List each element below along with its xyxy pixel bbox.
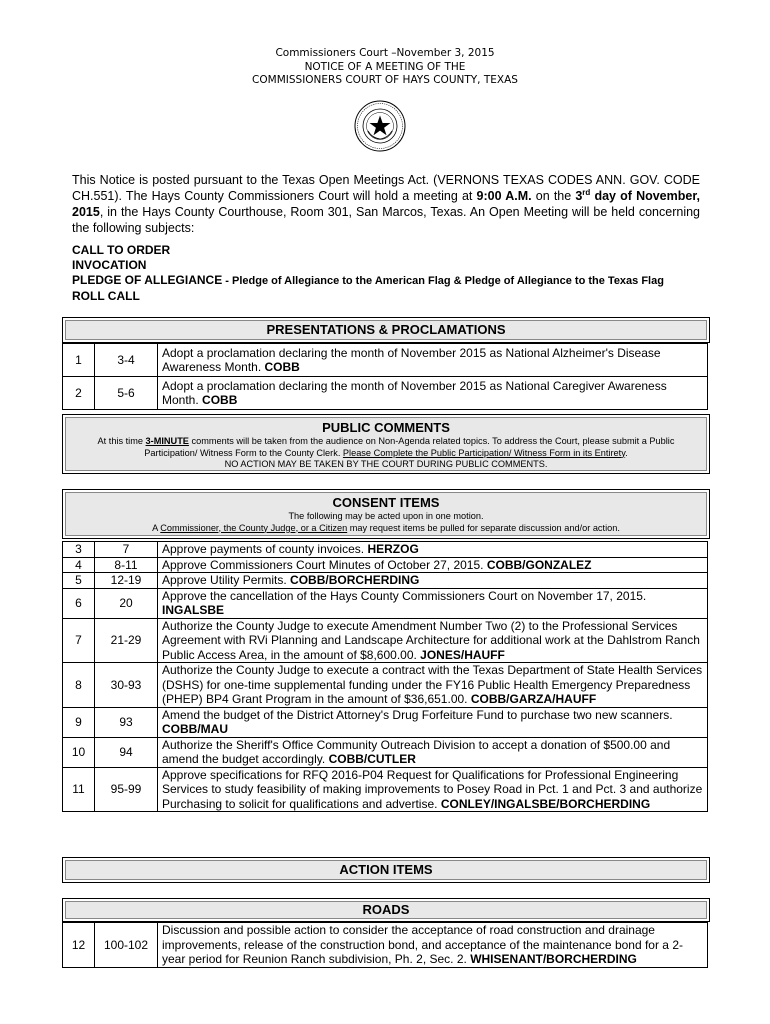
table-row bbox=[63, 588, 708, 618]
item-description: Approve specifications for RFQ 2016-P04 Request for Qualifications for Professional Engineering Services to study feasibility of making improvements to Posey Road in Pct. 1 and Pct. 3 and authorize Purchasing to solicit for qualifications and advertise. CONLEY/INGALSBE/BORCHERDING bbox=[158, 767, 708, 812]
item-pages: 20 bbox=[95, 588, 158, 618]
table-row bbox=[63, 377, 708, 410]
public-comments-box bbox=[62, 414, 710, 474]
table-row bbox=[63, 767, 708, 812]
item-pages: 95-99 bbox=[95, 767, 158, 812]
notice-text-2: on the bbox=[531, 189, 576, 203]
public-comments-note: At this time 3-MINUTE comments will be taken from the audience on Non-Agenda related topics. To address the Court, please submit a Public Participation/ Witness Form to the County Clerk. Please Complete the Public Participation/ Witness Form in its Entirety. NO ACTION MAY BE TAKEN BY THE COURT DURING PUBLIC COMMENTS. bbox=[97, 436, 675, 469]
item-description: Amend the budget of the District Attorney's Drug Forfeiture Fund to purchase two new scanners. COBB/MAU bbox=[158, 707, 708, 737]
item-description: Authorize the County Judge to execute Amendment Number Two (2) to the Professional Services Agreement with RVi Planning and Landscape Architecture for additional work at the Dahlstrom Ranch Public Access Area, in the amount of $8,600.00. JONES/HAUFF bbox=[158, 618, 708, 663]
presentations-table bbox=[62, 343, 708, 410]
item-description: Adopt a proclamation declaring the month of November 2015 as National Caregiver Awareness Month. COBB bbox=[158, 377, 708, 410]
item-description: Discussion and possible action to consider the acceptance of road construction and drainage improvements, release of the construction bond, and acceptance of the maintenance bond for a 2-year period for Reunion Ranch subdivision, Ph. 2, Sec. 2. WHISENANT/BORCHERDING bbox=[158, 923, 708, 968]
item-pages: 100-102 bbox=[95, 923, 158, 968]
item-pages: 30-93 bbox=[95, 663, 158, 708]
table-row bbox=[63, 573, 708, 589]
item-pages: 8-11 bbox=[95, 557, 158, 573]
consent-items-table bbox=[62, 541, 708, 812]
item-sponsor: COBB/GONZALEZ bbox=[486, 557, 592, 572]
item-pages: 3-4 bbox=[95, 344, 158, 377]
pledge-of-allegiance: PLEDGE OF ALLEGIANCE - Pledge of Allegiance to the American Flag & Pledge of Allegiance to the Texas Flag bbox=[72, 273, 664, 287]
item-number: 1 bbox=[63, 344, 95, 377]
item-sponsor: COBB/GARZA/HAUFF bbox=[470, 692, 597, 706]
item-description: Authorize the County Judge to execute a contract with the Texas Department of State Health Services (DSHS) for one-time supplemental funding under the FY16 Public Health Emergency Preparedness (PHEP) BP4 Grant Program in the amount of $36,651.00. COBB/GARZA/HAUFF bbox=[158, 663, 708, 708]
notice-text-3: , in the Hays County Courthouse, Room 301, San Marcos, Texas. An Open Meeting will be held concerning the following subjects: bbox=[72, 205, 700, 235]
item-number: 10 bbox=[63, 737, 95, 767]
header-line-2: NOTICE OF A MEETING OF THE bbox=[304, 60, 466, 73]
item-description: Adopt a proclamation declaring the month of November 2015 as National Alzheimer's Disease Awareness Month. COBB bbox=[158, 344, 708, 377]
table-row bbox=[63, 557, 708, 573]
item-sponsor: COBB bbox=[264, 360, 300, 374]
roll-call: ROLL CALL bbox=[72, 289, 140, 303]
item-pages: 5-6 bbox=[95, 377, 158, 410]
item-description: Approve Commissioners Court Minutes of October 27, 2015. COBB/GONZALEZ bbox=[158, 557, 708, 573]
section-title: CONSENT ITEMS bbox=[332, 495, 440, 510]
opening-agenda bbox=[72, 243, 664, 304]
table-row bbox=[63, 707, 708, 737]
item-sponsor: COBB/MAU bbox=[162, 722, 228, 736]
item-sponsor: COBB/CUTLER bbox=[328, 752, 416, 766]
item-description: Authorize the Sheriff's Office Community Outreach Division to accept a donation of $500.00 and amend the budget accordingly. COBB/CUTLER bbox=[158, 737, 708, 767]
pledge-description: - Pledge of Allegiance to the American Flag & Pledge of Allegiance to the Texas Flag bbox=[222, 275, 664, 287]
item-number: 9 bbox=[63, 707, 95, 737]
section-title: ROADS bbox=[362, 902, 410, 917]
item-sponsor: HERZOG bbox=[367, 542, 419, 556]
item-number: 7 bbox=[63, 618, 95, 663]
item-number: 12 bbox=[63, 923, 95, 968]
item-sponsor: COBB bbox=[202, 393, 238, 407]
no-action-note: NO ACTION MAY BE TAKEN BY THE COURT DURING PUBLIC COMMENTS. bbox=[224, 459, 548, 469]
item-number: 8 bbox=[63, 663, 95, 708]
item-number: 6 bbox=[63, 588, 95, 618]
item-description: Approve payments of county invoices. HERZOG bbox=[158, 542, 708, 558]
item-pages: 93 bbox=[95, 707, 158, 737]
meeting-month: day of November, 2015 bbox=[72, 189, 700, 219]
roads-table bbox=[62, 922, 708, 968]
item-pages: 94 bbox=[95, 737, 158, 767]
table-row bbox=[63, 542, 708, 558]
invocation: INVOCATION bbox=[72, 258, 147, 272]
section-title: PUBLIC COMMENTS bbox=[322, 420, 450, 435]
table-row bbox=[63, 923, 708, 968]
item-pages: 21-29 bbox=[95, 618, 158, 663]
meeting-time: 9:00 A.M. bbox=[476, 189, 532, 203]
item-pages: 12-19 bbox=[95, 573, 158, 589]
meeting-day: 3 bbox=[575, 189, 583, 203]
item-number: 2 bbox=[63, 377, 95, 410]
action-items-header bbox=[62, 857, 710, 883]
item-pages: 7 bbox=[95, 542, 158, 558]
notice-text-1: This Notice is posted pursuant to the Texas Open Meetings Act. (VERNONS TEXAS CODES ANN. GOV. CODE CH.551). The Hays County Commissioners Court will hold a meeting at bbox=[72, 173, 700, 203]
item-sponsor: WHISENANT/BORCHERDING bbox=[470, 952, 637, 966]
item-number: 4 bbox=[63, 557, 95, 573]
item-sponsor: JONES/HAUFF bbox=[420, 647, 505, 662]
header-line-3: COMMISSIONERS COURT OF HAYS COUNTY, TEXAS bbox=[252, 74, 518, 86]
item-sponsor: INGALSBE bbox=[162, 603, 225, 617]
county-seal-icon bbox=[354, 100, 406, 152]
consent-items-header bbox=[62, 489, 710, 539]
consent-note-2: A Commissioner, the County Judge, or a Citizen may request items be pulled for separate discussion and/or action. bbox=[152, 522, 620, 533]
table-row bbox=[63, 618, 708, 663]
table-row bbox=[63, 663, 708, 708]
item-description: Approve Utility Permits. COBB/BORCHERDING bbox=[158, 573, 708, 589]
meeting-notice-paragraph bbox=[72, 172, 700, 236]
call-to-order: CALL TO ORDER bbox=[72, 243, 171, 257]
header-line-1: Commissioners Court –November 3, 2015 bbox=[275, 47, 495, 59]
document-header bbox=[0, 47, 770, 88]
section-title: ACTION ITEMS bbox=[339, 862, 433, 877]
item-sponsor: CONLEY/INGALSBE/BORCHERDING bbox=[440, 796, 651, 811]
table-row bbox=[63, 737, 708, 767]
presentations-header bbox=[62, 317, 710, 343]
item-number: 11 bbox=[63, 767, 95, 812]
item-sponsor: COBB/BORCHERDING bbox=[290, 573, 420, 587]
item-number: 5 bbox=[63, 573, 95, 589]
consent-note-1: The following may be acted upon in one motion. bbox=[288, 511, 484, 521]
item-number: 3 bbox=[63, 542, 95, 558]
item-description: Approve the cancellation of the Hays County Commissioners Court on November 17, 2015. INGALSBE bbox=[158, 588, 708, 618]
roads-header bbox=[62, 898, 710, 922]
meeting-day-suffix: rd bbox=[582, 187, 591, 197]
section-title: PRESENTATIONS & PROCLAMATIONS bbox=[266, 322, 506, 337]
table-row bbox=[63, 344, 708, 377]
